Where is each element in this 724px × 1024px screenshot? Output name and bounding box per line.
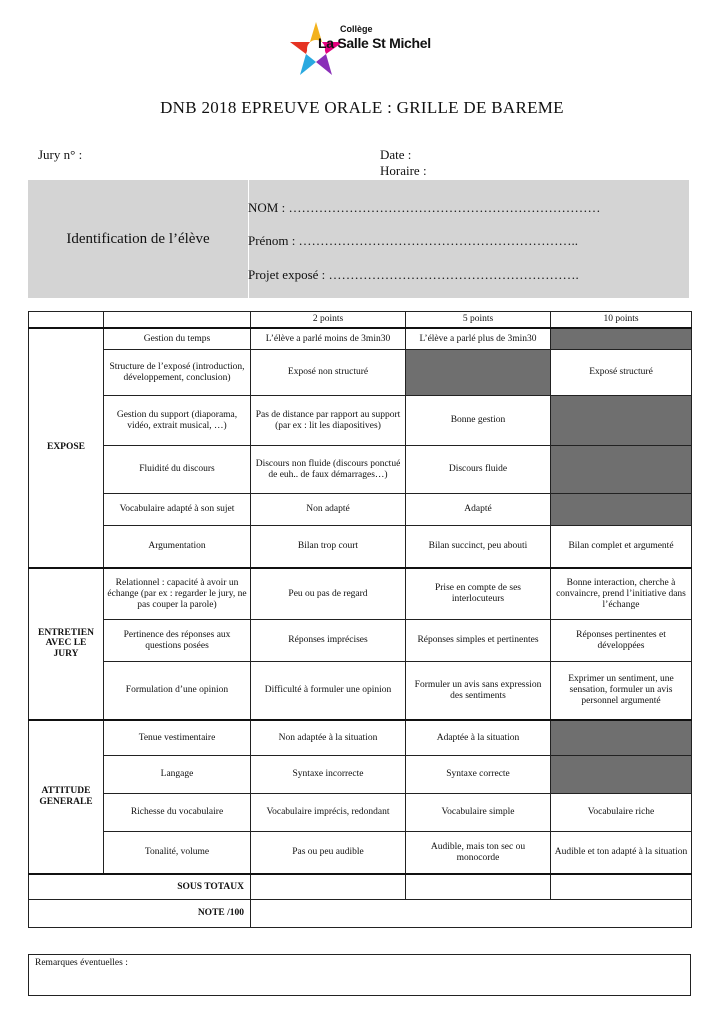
- subtotal-5-cell[interactable]: [406, 874, 551, 900]
- grid-header-row: [29, 312, 692, 328]
- prenom-field: Prénom : ………………………………………………………..: [248, 233, 579, 248]
- score-10-cell: Vocabulaire riche: [551, 794, 692, 832]
- table-row: [29, 350, 692, 396]
- table-row: [29, 446, 692, 494]
- score-5-cell: Prise en compte de ses interlocuteurs: [406, 568, 551, 620]
- nom-field: NOM : ………………………………………………………………: [248, 200, 601, 215]
- shaded-cell: [406, 350, 551, 396]
- score-5-cell: Vocabulaire simple: [406, 794, 551, 832]
- criterion-cell: Richesse du vocabulaire: [104, 794, 251, 832]
- shaded-cell: [551, 756, 692, 794]
- criterion-cell: Structure de l’exposé (introduction, développement, conclusion): [104, 350, 251, 396]
- score-2-cell: Pas ou peu audible: [251, 832, 406, 874]
- identification-label: Identification de l’élève: [66, 230, 210, 247]
- criterion-cell: Langage: [104, 756, 251, 794]
- score-5-cell: Bonne gestion: [406, 396, 551, 446]
- score-2-cell: Non adapté: [251, 494, 406, 526]
- criterion-cell: Tonalité, volume: [104, 832, 251, 874]
- section-attitude: ATTITUDE GENERALE: [29, 720, 104, 874]
- college-logo: [288, 20, 438, 82]
- header-empty-cell: [29, 312, 104, 328]
- subtotal-label: SOUS TOTAUX: [29, 874, 251, 900]
- subtotal-row: [29, 874, 692, 900]
- score-5-cell: Adapté: [406, 494, 551, 526]
- shaded-cell: [551, 446, 692, 494]
- score-2-cell: Peu ou pas de regard: [251, 568, 406, 620]
- projet-field: Projet exposé : ………………………………………………….: [248, 267, 579, 282]
- note-row: [29, 900, 692, 928]
- score-5-cell: Syntaxe correcte: [406, 756, 551, 794]
- score-2-cell: Non adaptée à la situation: [251, 720, 406, 756]
- jury-field: Jury n° :: [38, 147, 83, 162]
- shaded-cell: [551, 494, 692, 526]
- shaded-cell: [551, 328, 692, 350]
- score-5-cell: Adaptée à la situation: [406, 720, 551, 756]
- table-row: [29, 568, 692, 620]
- criterion-cell: Pertinence des réponses aux questions posées: [104, 620, 251, 662]
- score-2-cell: Exposé non structuré: [251, 350, 406, 396]
- criterion-cell: Formulation d’une opinion: [104, 662, 251, 720]
- shaded-cell: [551, 720, 692, 756]
- score-10-cell: Réponses pertinentes et développées: [551, 620, 692, 662]
- table-row: [29, 662, 692, 720]
- score-5-cell: Formuler un avis sans expression des sentiments: [406, 662, 551, 720]
- table-row: [29, 720, 692, 756]
- logo-school-name: La Salle St Michel: [318, 35, 431, 51]
- table-row: [29, 396, 692, 446]
- score-10-cell: Bonne interaction, cherche à convaincre, prend l’initiative dans l’échange: [551, 568, 692, 620]
- remarks-box[interactable]: [28, 954, 691, 996]
- table-row: [29, 620, 692, 662]
- criterion-cell: Relationnel : capacité à avoir un échange (par ex : regarder le jury, ne pas couper la parole): [104, 568, 251, 620]
- score-2-cell: Vocabulaire imprécis, redondant: [251, 794, 406, 832]
- criterion-cell: Vocabulaire adapté à son sujet: [104, 494, 251, 526]
- score-2-cell: Difficulté à formuler une opinion: [251, 662, 406, 720]
- remarks-label: Remarques éventuelles :: [35, 958, 128, 968]
- criterion-cell: Gestion du support (diaporama, vidéo, extrait musical, …): [104, 396, 251, 446]
- criterion-cell: Tenue vestimentaire: [104, 720, 251, 756]
- criterion-cell: Fluidité du discours: [104, 446, 251, 494]
- section-entretien: ENTRETIEN AVEC LE JURY: [29, 568, 104, 720]
- score-10-cell: Exprimer un sentiment, une sensation, formuler un avis personnel argumenté: [551, 662, 692, 720]
- score-5-cell: Discours fluide: [406, 446, 551, 494]
- table-row: [29, 794, 692, 832]
- score-5-cell: Audible, mais ton sec ou monocorde: [406, 832, 551, 874]
- header-5-points: 5 points: [406, 312, 551, 328]
- subtotal-2-cell[interactable]: [251, 874, 406, 900]
- score-2-cell: Pas de distance par rapport au support (par ex : lit les diapositives): [251, 396, 406, 446]
- table-row: [29, 494, 692, 526]
- note-value-cell[interactable]: [251, 900, 692, 928]
- header-2-points: 2 points: [251, 312, 406, 328]
- criterion-cell: Argumentation: [104, 526, 251, 568]
- table-row: [29, 526, 692, 568]
- date-field: Date :: [380, 147, 412, 162]
- subtotal-10-cell[interactable]: [551, 874, 692, 900]
- score-2-cell: Syntaxe incorrecte: [251, 756, 406, 794]
- table-row: [29, 328, 692, 350]
- score-10-cell: Audible et ton adapté à la situation: [551, 832, 692, 874]
- grading-grid: [28, 311, 692, 928]
- document-title: DNB 2018 EPREUVE ORALE : GRILLE DE BAREME: [160, 98, 564, 117]
- score-2-cell: Bilan trop court: [251, 526, 406, 568]
- score-5-cell: Réponses simples et pertinentes: [406, 620, 551, 662]
- score-2-cell: L’élève a parlé moins de 3min30: [251, 328, 406, 350]
- horaire-field: Horaire :: [380, 163, 427, 178]
- shaded-cell: [551, 396, 692, 446]
- note-label: NOTE /100: [29, 900, 251, 928]
- header-empty-cell: [104, 312, 251, 328]
- score-10-cell: Bilan complet et argumenté: [551, 526, 692, 568]
- criterion-cell: Gestion du temps: [104, 328, 251, 350]
- score-5-cell: L’élève a parlé plus de 3min30: [406, 328, 551, 350]
- table-row: [29, 832, 692, 874]
- student-identification: [28, 180, 689, 298]
- table-row: [29, 756, 692, 794]
- score-2-cell: Discours non fluide (discours ponctué de euh.. de faux démarrages…): [251, 446, 406, 494]
- logo-college-text: Collège: [340, 24, 373, 34]
- section-expose: EXPOSE: [29, 328, 104, 568]
- header-10-points: 10 points: [551, 312, 692, 328]
- score-5-cell: Bilan succinct, peu abouti: [406, 526, 551, 568]
- score-2-cell: Réponses imprécises: [251, 620, 406, 662]
- star-logo-icon: [288, 20, 348, 82]
- score-10-cell: Exposé structuré: [551, 350, 692, 396]
